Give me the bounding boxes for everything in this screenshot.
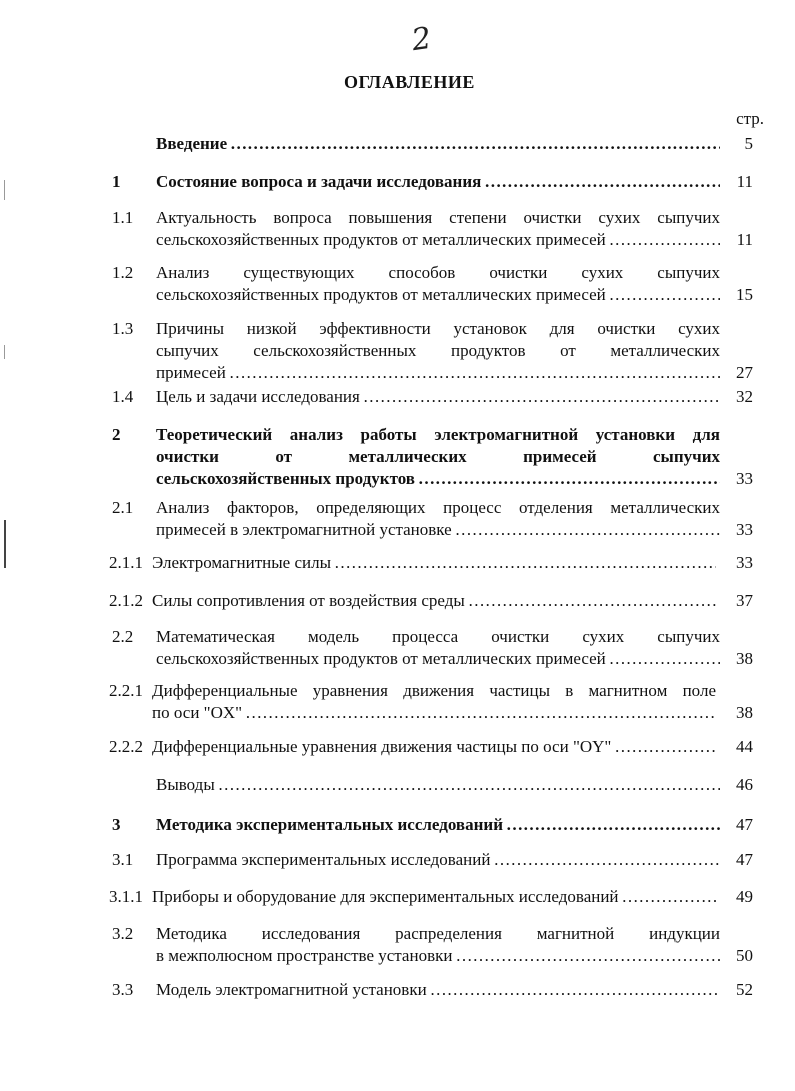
scan-edge-mark — [4, 345, 5, 359]
toc-entry-page: 15 — [736, 285, 753, 304]
toc-entry-page: 32 — [736, 387, 753, 406]
handwritten-page-number: 2 — [409, 20, 434, 59]
toc-entry-number: 3.3 — [112, 980, 134, 999]
toc-entry-title: Программа экспериментальных исследований ………………………………………………………………………………………………………………………………………… — [156, 849, 720, 871]
toc-entry-number: 2.1.1 — [109, 553, 143, 572]
toc-entry-page: 47 — [736, 815, 753, 834]
toc-entry-page: 33 — [736, 469, 753, 488]
toc-entry-title: Анализ факторов, определяющих процесс отделения металлических примесей в электромагнитной установке ………………………………………………………………………………………………………………………………………… — [156, 497, 720, 541]
toc-entry-page: 47 — [736, 850, 753, 869]
toc-entry-page: 38 — [736, 703, 753, 722]
toc-entry-number: 1.2 — [112, 263, 134, 282]
toc-title: ОГЛАВЛЕНИЕ — [344, 72, 475, 92]
toc-entry-title: Выводы ………………………………………………………………………………………………………………………………………… — [156, 774, 720, 796]
toc-entry-number: 2.1 — [112, 498, 134, 517]
toc-entry-title: Введение …………………………………………………………………………………………………………… — [156, 133, 720, 155]
toc-entry-number: 2.1.2 — [109, 591, 143, 610]
toc-entry-title: Причины низкой эффективности установок для очистки сухих сыпучих сельскохозяйственных продуктов от металлических примесей ………………………………………………………………………………………………………………………………………… — [156, 318, 720, 384]
toc-entry-number: 3.1.1 — [109, 887, 143, 906]
toc-entry-page: 33 — [736, 520, 753, 539]
toc-entry-page: 50 — [736, 946, 753, 965]
toc-entry-title: Математическая модель процесса очистки сухих сыпучих сельскохозяйственных продуктов от металлических примесей ………………………………………………………………………………………………………………………………………… — [156, 626, 720, 670]
toc-entry-page: 38 — [736, 649, 753, 668]
toc-entry-title: Модель электромагнитной установки ………………………………………………………………………………………………………………………………………… — [156, 979, 720, 1001]
toc-entry-title: Силы сопротивления от воздействия среды ………………………………………………………………………………………………………………………………………… — [152, 590, 716, 612]
toc-entry-title: Цель и задачи исследования ………………………………………………………………………………………………………………………………………… — [156, 386, 720, 408]
toc-entry-number: 3.1 — [112, 850, 134, 869]
toc-entry-number: 1 — [112, 172, 121, 191]
toc-entry-number: 1.4 — [112, 387, 134, 406]
toc-entry-number: 3 — [112, 815, 121, 834]
toc-entry-page: 44 — [736, 737, 753, 756]
toc-entry-page: 11 — [736, 230, 753, 249]
toc-entry-number: 1.1 — [112, 208, 134, 227]
scan-edge-mark — [4, 520, 6, 568]
toc-entry-page: 37 — [736, 591, 753, 610]
toc-entry-title: Состояние вопроса и задачи исследования …………………………………………………………………………………………………………… — [156, 171, 720, 193]
toc-entry-title: Методика исследования распределения магнитной индукции в межполюсном пространстве установки ………………………………………………………………………………………………………………………………………… — [156, 923, 720, 967]
toc-entry-number: 1.3 — [112, 319, 134, 338]
toc-entry-page: 33 — [736, 553, 753, 572]
toc-entry-page: 52 — [736, 980, 753, 999]
toc-entry-title: Дифференциальные уравнения движения частицы в магнитном поле по оси "OX" ………………………………………………………………………………………………………………………………………… — [152, 680, 716, 724]
toc-entry-title: Теоретический анализ работы электромагнитной установки для очистки от металлических примесей сыпучих сельскохозяйственных продуктов …………………………………………………………………………………………………………… — [156, 424, 720, 490]
toc-entry-page: 27 — [736, 363, 753, 382]
scan-edge-mark — [4, 180, 5, 200]
toc-entry-number: 3.2 — [112, 924, 134, 943]
toc-entry-number: 2 — [112, 425, 121, 444]
toc-entry-title: Приборы и оборудование для экспериментальных исследований ………………………………………………………………………………………………………………………………………… — [152, 886, 716, 908]
toc-entry-page: 46 — [736, 775, 753, 794]
toc-entry-page: 49 — [736, 887, 753, 906]
toc-entry-title: Методика экспериментальных исследований …………………………………………………………………………………………………………… — [156, 814, 720, 836]
toc-entry-page: 5 — [744, 134, 753, 153]
toc-entry-title: Электромагнитные силы ………………………………………………………………………………………………………………………………………… — [152, 552, 716, 574]
page-column-header: стр. — [736, 109, 764, 128]
toc-entry-number: 2.2 — [112, 627, 134, 646]
toc-entry-title: Актуальность вопроса повышения степени очистки сухих сыпучих сельскохозяйственных продуктов от металлических примесей ………………………………………………………………………………………………………………………………………… — [156, 207, 720, 251]
toc-entry-title: Анализ существующих способов очистки сухих сыпучих сельскохозяйственных продуктов от металлических примесей ………………………………………………………………………………………………………………………………………… — [156, 262, 720, 306]
toc-entry-title: Дифференциальные уравнения движения частицы по оси "OY" ………………………………………………………………………………………………………………………………………… — [152, 736, 716, 758]
toc-entry-number: 2.2.2 — [109, 737, 143, 756]
toc-entry-number: 2.2.1 — [109, 681, 143, 700]
toc-entry-page: 11 — [736, 172, 753, 191]
